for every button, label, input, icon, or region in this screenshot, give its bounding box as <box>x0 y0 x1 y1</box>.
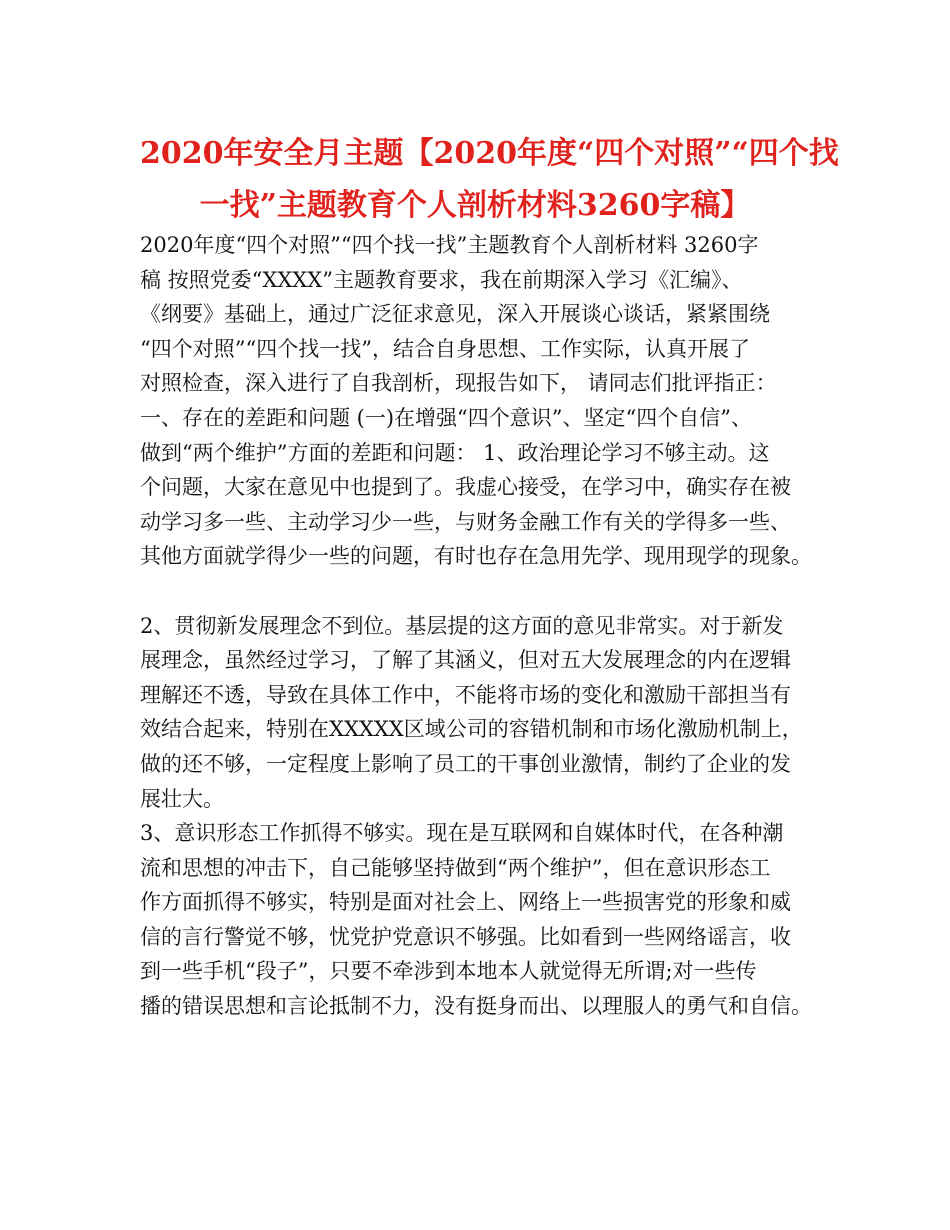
body-line: 动学习多一些、主动学习少一些，与财务金融工作有关的学得多一些、 <box>140 509 791 534</box>
body-line: 《纲要》基础上，通过广泛征求意见，深入开展谈心谈话，紧紧围绕 <box>140 302 770 327</box>
body-line: 作方面抓得不够实，特别是面对社会上、网络上一些损害党的形象和威 <box>140 890 791 915</box>
body-line: “四个对照”“四个找一找”，结合自身思想、工作实际，认真开展了 <box>140 336 750 361</box>
document-title <box>140 128 839 232</box>
body-line: 信的言行警觉不够，忧党护党意识不够强。比如看到一些网络谣言，收 <box>140 924 791 949</box>
body-line: 稿 按照党委“XXXX”主题教育要求，我在前期深入学习《汇编》、 <box>140 267 743 292</box>
document-body <box>140 228 830 1024</box>
body-line: 流和思想的冲击下，自己能够坚持做到“两个维护”，但在意识形态工 <box>140 855 771 880</box>
body-line: 做到“两个维护”方面的差距和问题： 1、政治理论学习不够主动。这 <box>140 440 770 465</box>
title-line: 2020年安全月主题【2020年度“四个对照”“四个找 <box>140 136 839 171</box>
body-line: 个问题，大家在意见中也提到了。我虚心接受，在学习中，确实存在被 <box>140 475 791 500</box>
title-line: 一找”主题教育个人剖析材料3260字稿】 <box>199 188 751 223</box>
paragraph-1 <box>140 228 830 574</box>
body-line: 其他方面就学得少一些的问题，有时也存在急用先学、现用现学的现象。 <box>140 544 812 569</box>
paragraph-gap <box>140 574 830 609</box>
body-line: 2、贯彻新发展理念不到位。基层提的这方面的意见非常实。对于新发 <box>140 613 784 638</box>
body-line: 理解还不透，导致在具体工作中，不能将市场的变化和激励干部担当有 <box>140 682 791 707</box>
body-line: 3、意识形态工作抓得不够实。现在是互联网和自媒体时代，在各种潮 <box>140 821 784 846</box>
body-line: 到一些手机“段子”，只要不牵涉到本地本人就觉得无所谓;对一些传 <box>140 959 757 984</box>
body-line: 一、存在的差距和问题 (一)在增强“四个意识”、坚定“四个自信”、 <box>140 405 753 430</box>
body-line: 播的错误思想和言论抵制不力，没有挺身而出、以理服人的勇气和自信。 <box>140 994 812 1019</box>
body-line: 2020年度“四个对照”“四个找一找”主题教育个人剖析材料 3260字 <box>140 233 759 257</box>
paragraph-2 <box>140 609 830 1024</box>
body-line: 展理念，虽然经过学习，了解了其涵义，但对五大发展理念的内在逻辑 <box>140 648 791 673</box>
body-line: 对照检查，深入进行了自我剖析，现报告如下， 请同志们批评指正： <box>140 371 777 396</box>
body-line: 做的还不够，一定程度上影响了员工的干事创业激情，制约了企业的发 <box>140 751 791 776</box>
body-line: 展壮大。 <box>140 786 224 811</box>
body-line: 效结合起来，特别在XXXXX区域公司的容错机制和市场化激励机制上， <box>140 717 803 742</box>
